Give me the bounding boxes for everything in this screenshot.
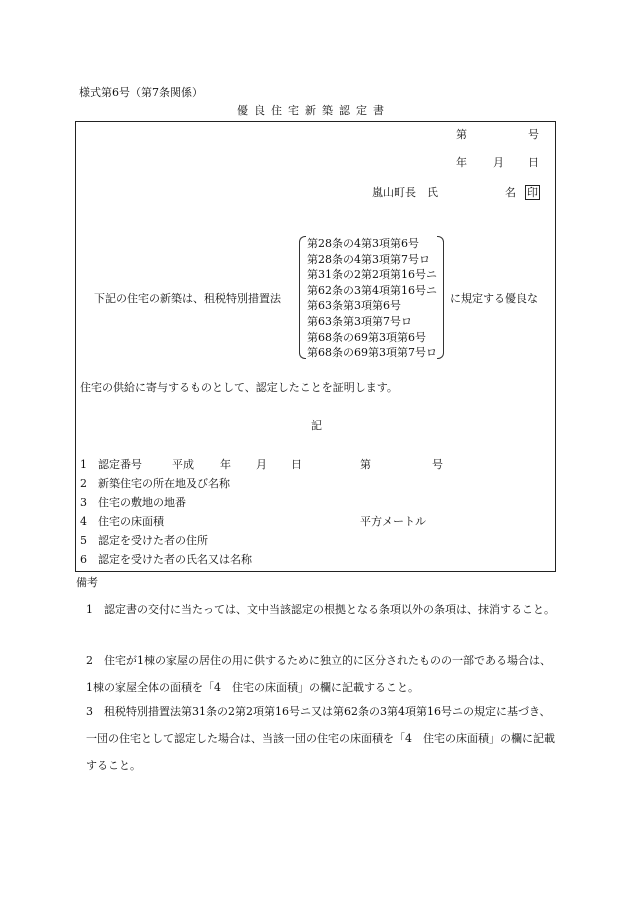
article-item: 第68条の69第3項第7号ロ	[307, 346, 437, 360]
item-no-label: 第	[360, 458, 371, 471]
item-row	[80, 553, 252, 567]
article-list	[307, 236, 437, 361]
statement-line2: 住宅の供給に寄与するものとして、認定したことを証明します。	[80, 381, 398, 394]
document-title: 優良住宅新築認定書	[237, 104, 390, 117]
remark-note	[86, 647, 556, 701]
item-number: 4	[80, 515, 87, 528]
remarks-heading: 備考	[76, 576, 98, 589]
remark-text: 認定書の交付に当たっては、文中当該認定の根拠となる条項以外の条項は、抹消すること。	[104, 603, 555, 616]
item-year: 年	[220, 458, 231, 471]
certificate-no-label: 第	[456, 128, 467, 141]
item-era: 平成	[172, 458, 194, 471]
remark-text: 住宅が1棟の家屋の居住の用に供するために独立的に区分されたものの一部である場合は、1棟の家屋全体の面積を「4 住宅の床面積」の欄に記載すること。	[86, 654, 551, 694]
item-month: 月	[256, 458, 267, 471]
item-row	[80, 458, 142, 472]
date-year-label: 年	[456, 156, 467, 169]
ki-heading: 記	[311, 419, 322, 432]
article-item: 第31条の2第2項第16号ニ	[307, 268, 437, 282]
item-row	[80, 515, 164, 529]
seal-mark: 印	[527, 186, 538, 199]
item-number: 1	[80, 458, 87, 471]
item-label: 住宅の床面積	[98, 515, 164, 528]
item-number: 2	[80, 477, 87, 490]
item-label: 新築住宅の所在地及び名称	[98, 477, 230, 490]
item-label: 認定を受けた者の氏名又は名称	[98, 553, 252, 566]
item-number: 5	[80, 534, 87, 547]
certificate-no-suffix: 号	[528, 128, 539, 141]
remark-number: 1	[86, 603, 93, 616]
right-bracket	[437, 236, 444, 359]
item-row	[80, 477, 230, 491]
left-bracket	[299, 236, 306, 359]
remark-text: 租税特別措置法第31条の2第2項第16号ニ又は第62条の3第4項第16号ニの規定に基づき、一団の住宅として認定した場合は、当該一団の住宅の床面積を「4 住宅の床面積」の欄に記載すること。	[86, 705, 555, 772]
remark-number: 2	[86, 654, 93, 667]
item-day: 日	[291, 458, 302, 471]
remark-note	[86, 698, 556, 779]
statement-trail: に規定する優良な	[450, 292, 538, 305]
article-item: 第62条の3第4項第16号ニ	[307, 283, 437, 297]
date-day-label: 日	[528, 156, 539, 169]
article-item: 第28条の4第3項第7号ロ	[307, 252, 430, 266]
issuer-label: 嵐山町長 氏	[372, 186, 438, 199]
remark-number: 3	[86, 705, 93, 718]
form-label: 様式第6号（第7条関係）	[79, 86, 203, 99]
article-item: 第68条の69第3項第6号	[307, 330, 426, 344]
article-item: 第63条第3項第6号	[307, 299, 401, 313]
issuer-name-label: 名	[505, 186, 516, 199]
item-number: 6	[80, 553, 87, 566]
statement-lead: 下記の住宅の新築は、租税特別措置法	[94, 292, 281, 305]
article-item: 第28条の4第3項第6号	[307, 237, 419, 250]
item-label: 住宅の敷地の地番	[98, 496, 186, 509]
item-label: 認定番号	[98, 458, 142, 471]
item-number: 3	[80, 496, 87, 509]
item-row	[80, 534, 208, 548]
article-item: 第63条第3項第7号ロ	[307, 314, 412, 328]
item-row	[80, 496, 186, 510]
date-month-label: 月	[493, 156, 504, 169]
remark-note	[86, 596, 556, 623]
floor-area-unit: 平方メートル	[360, 515, 426, 528]
item-no-suffix: 号	[432, 458, 443, 471]
item-label: 認定を受けた者の住所	[98, 534, 208, 547]
